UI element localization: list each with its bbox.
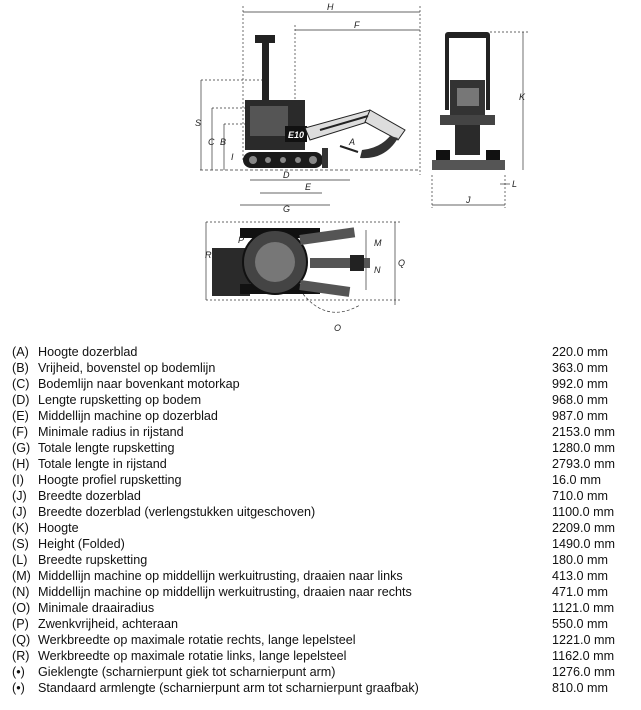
spec-value: 810.0 mm (552, 681, 608, 695)
spec-code: (J) (12, 505, 27, 519)
dim-label-i: I (231, 152, 234, 162)
spec-label: Standaard armlengte (scharnierpunt arm tot scharnierpunt graafbak) (38, 681, 419, 695)
spec-row (12, 472, 632, 488)
spec-row (12, 568, 632, 584)
spec-label: Gieklengte (scharnierpunt giek tot scharnierpunt arm) (38, 665, 336, 679)
spec-label: Breedte dozerblad (verlengstukken uitgeschoven) (38, 505, 316, 519)
spec-row (12, 584, 632, 600)
spec-value: 2209.0 mm (552, 521, 615, 535)
spec-value: 1280.0 mm (552, 441, 615, 455)
spec-label: Breedte dozerblad (38, 489, 141, 503)
spec-label: Werkbreedte op maximale rotatie links, lange lepelsteel (38, 649, 347, 663)
dim-label-p: P (238, 235, 245, 245)
dim-label-f: F (354, 20, 360, 30)
dim-label-b: B (220, 137, 227, 147)
spec-label: Totale lengte in rijstand (38, 457, 167, 471)
spec-label: Minimale radius in rijstand (38, 425, 184, 439)
spec-code: (S) (12, 537, 29, 551)
dim-label-a: A (349, 137, 356, 147)
spec-value: 2793.0 mm (552, 457, 615, 471)
spec-code: (M) (12, 569, 31, 583)
spec-row (12, 520, 632, 536)
spec-row (12, 600, 632, 616)
spec-row (12, 664, 632, 680)
spec-code: (N) (12, 585, 30, 599)
spec-label: Middellijn machine op dozerblad (38, 409, 218, 423)
spec-value: 1121.0 mm (552, 601, 615, 615)
spec-row (12, 632, 632, 648)
spec-row (12, 376, 632, 392)
dim-label-e: E (305, 182, 312, 192)
spec-value: 1221.0 mm (552, 633, 615, 647)
machine-badge: E10 (288, 130, 305, 140)
top-view-machine (206, 222, 400, 312)
spec-row (12, 392, 632, 408)
spec-row (12, 504, 632, 520)
dim-label-h: H (327, 2, 334, 12)
spec-label: Hoogte (38, 521, 79, 535)
spec-value: 992.0 mm (552, 377, 608, 391)
dim-label-r: R (205, 250, 212, 260)
spec-code: (O) (12, 601, 31, 615)
dim-label-q: Q (398, 258, 406, 268)
spec-label: Middellijn machine op middellijn werkuitrusting, draaien naar rechts (38, 585, 412, 599)
spec-row (12, 552, 632, 568)
spec-value: 471.0 mm (552, 585, 608, 599)
spec-code: (E) (12, 409, 29, 423)
dim-label-c: C (208, 137, 215, 147)
spec-value: 710.0 mm (552, 489, 608, 503)
spec-label: Breedte rupsketting (38, 553, 148, 567)
spec-code: (C) (12, 377, 30, 391)
spec-row (12, 648, 632, 664)
spec-code: (F) (12, 425, 29, 439)
spec-code: (H) (12, 457, 30, 471)
front-view-machine (432, 32, 505, 170)
spec-value: 220.0 mm (552, 345, 608, 359)
spec-code: (J) (12, 489, 27, 503)
spec-code: (K) (12, 521, 29, 535)
spec-value: 2153.0 mm (552, 425, 615, 439)
spec-row (12, 616, 632, 632)
dim-label-j: J (466, 195, 471, 205)
spec-label: Werkbreedte op maximale rotatie rechts, lange lepelsteel (38, 633, 356, 647)
spec-code: (•) (12, 665, 25, 679)
dim-label-n: N (374, 265, 381, 275)
spec-row (12, 536, 632, 552)
dim-label-o: O (334, 323, 342, 333)
spec-label: Hoogte profiel rupsketting (38, 473, 182, 487)
spec-row (12, 456, 632, 472)
spec-value: 1276.0 mm (552, 665, 615, 679)
spec-value: 413.0 mm (552, 569, 608, 583)
spec-value: 550.0 mm (552, 617, 608, 631)
spec-code: (G) (12, 441, 31, 455)
spec-value: 1162.0 mm (552, 649, 615, 663)
dim-label-l: L (512, 179, 518, 189)
spec-label: Hoogte dozerblad (38, 345, 138, 359)
spec-label: Vrijheid, bovenstel op bodemlijn (38, 361, 216, 375)
spec-label: Minimale draairadius (38, 601, 155, 615)
dim-label-d: D (283, 170, 290, 180)
side-view-machine (243, 35, 405, 168)
spec-code: (D) (12, 393, 30, 407)
spec-row (12, 408, 632, 424)
spec-row (12, 424, 632, 440)
dim-label-m: M (374, 238, 382, 248)
spec-code: (I) (12, 473, 24, 487)
spec-row (12, 344, 632, 360)
spec-label: Lengte rupsketting op bodem (38, 393, 202, 407)
spec-table (12, 344, 632, 696)
spec-code: (•) (12, 681, 25, 695)
spec-code: (P) (12, 617, 29, 631)
spec-code: (B) (12, 361, 29, 375)
spec-value: 1100.0 mm (552, 505, 615, 519)
spec-row (12, 680, 632, 696)
spec-label: Totale lengte rupsketting (38, 441, 175, 455)
dim-label-k: K (519, 92, 526, 102)
spec-value: 1490.0 mm (552, 537, 615, 551)
spec-value: 180.0 mm (552, 553, 608, 567)
spec-row (12, 440, 632, 456)
spec-value: 363.0 mm (552, 361, 608, 375)
dim-label-s: S (195, 118, 202, 128)
spec-label: Middellijn machine op middellijn werkuitrusting, draaien naar links (38, 569, 403, 583)
spec-code: (R) (12, 649, 30, 663)
spec-label: Bodemlijn naar bovenkant motorkap (38, 377, 240, 391)
dimension-diagram (0, 0, 641, 340)
spec-row (12, 488, 632, 504)
spec-label: Height (Folded) (38, 537, 125, 551)
spec-code: (L) (12, 553, 28, 567)
spec-value: 987.0 mm (552, 409, 608, 423)
spec-value: 16.0 mm (552, 473, 601, 487)
spec-label: Zwenkvrijheid, achteraan (38, 617, 179, 631)
spec-code: (Q) (12, 633, 31, 647)
spec-code: (A) (12, 345, 29, 359)
spec-value: 968.0 mm (552, 393, 608, 407)
dim-label-g: G (283, 204, 291, 214)
spec-row (12, 360, 632, 376)
dimension-diagram-svg (0, 0, 641, 340)
